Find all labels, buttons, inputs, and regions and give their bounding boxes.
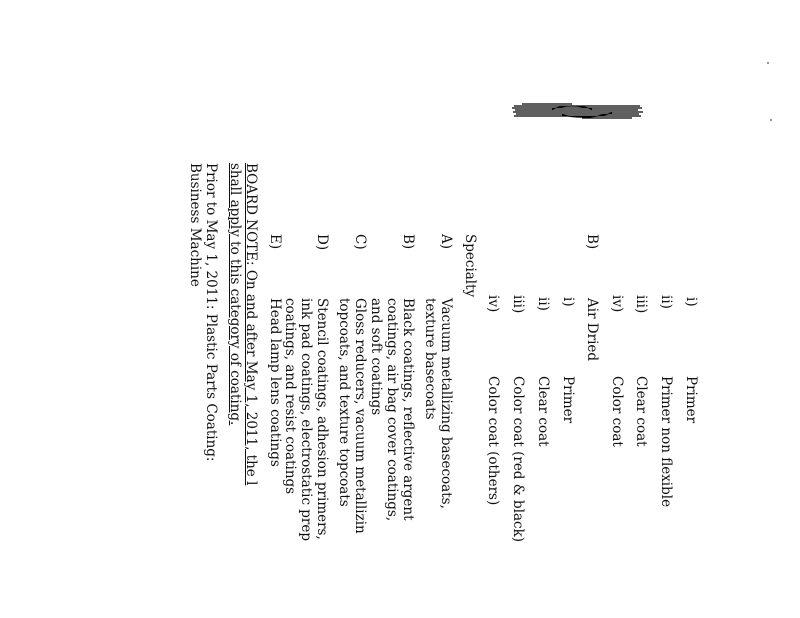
specialty-label: C) [352,234,368,250]
prior-line: Prior to May 1, 2011: Plastic Parts Coating: [203,163,219,462]
item-label: i) [683,297,699,307]
board-note-line: shall apply to this category of coating. [227,163,243,426]
specialty-line: Gloss reducers, vacuum metallizin [352,298,368,534]
speck [767,62,769,64]
section-label: B) [584,234,600,250]
specialty-line: topcoats, and texture topcoats [336,298,352,507]
item-text: Primer non flexible [658,376,674,508]
board-note-line: BOARD NOTE: On and after May 1, 2011, the l [243,163,259,486]
item-text: Clear coat [633,376,649,447]
specialty-line: Stencil coatings, adhesion primers, [314,298,330,540]
item-text: Color coat [609,376,625,447]
specialty-line: ink pad coatings, electrostatic prep [298,298,314,542]
specialty-label: B) [400,234,416,250]
item-label: ii) [658,295,674,309]
redaction-scribble [512,100,644,122]
specialty-line: Vacuum metallizing basecoats, [438,298,454,509]
section-heading: Specialty [462,234,478,298]
item-label: iv) [485,295,501,313]
section-title: Air Dried [584,298,600,362]
item-text: Color coat (red & black) [510,376,526,543]
item-label: iv) [609,295,625,313]
item-text: Color coat (others) [485,376,501,506]
item-label: i) [560,297,576,307]
speck [770,119,772,121]
item-text: Primer [683,376,699,424]
specialty-label: A) [438,234,454,250]
specialty-line: Head lamp lens coatings [267,298,283,467]
specialty-label: D) [314,234,330,251]
item-text: Primer [560,376,576,424]
specialty-line: and soft coatings [368,298,384,416]
prior-line: Business Machine [187,163,203,287]
specialty-line: texture basecoats [422,298,438,420]
specialty-label: E) [267,234,283,250]
specialty-line: coatings, and resist coatings [282,298,298,495]
item-label: iii) [510,295,526,314]
item-label: ii) [535,297,551,311]
specialty-line: coatings, air bag cover coatings, [384,298,400,522]
item-text: Clear coat [535,376,551,447]
item-label: iii) [633,295,649,314]
specialty-line: Black coatings, reflective argent [400,298,416,521]
